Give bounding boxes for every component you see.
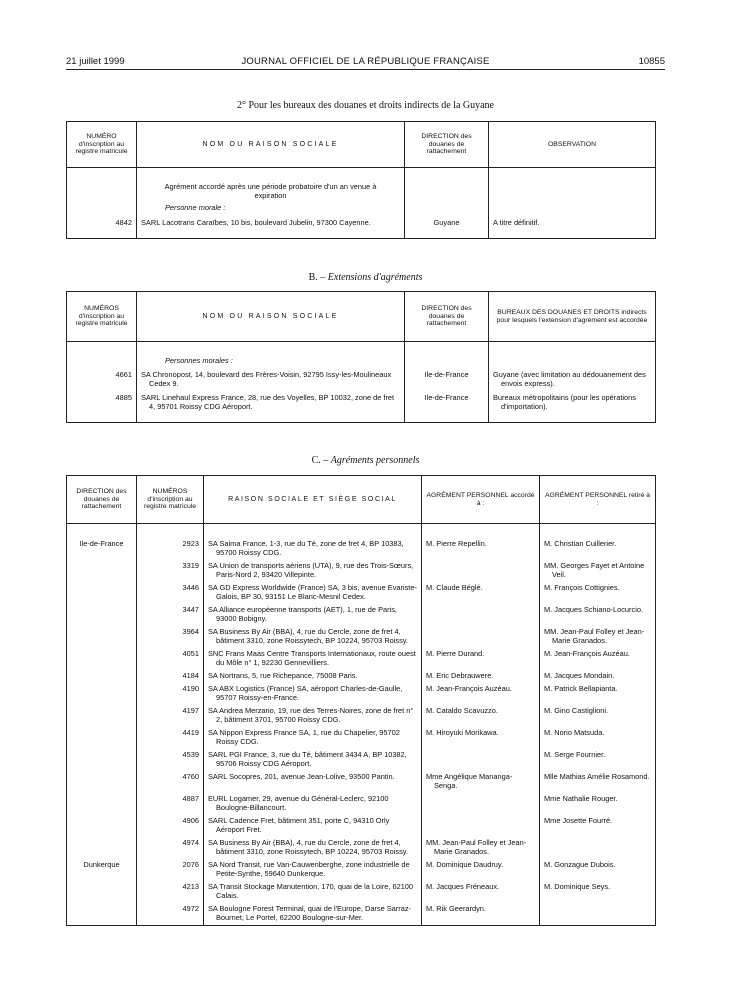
retire-cell: M. Gonzague Dubois. — [540, 859, 656, 881]
table-row — [67, 727, 656, 749]
col-header-nom: NOM OU RAISON SOCIALE — [137, 292, 405, 342]
numero-cell: 4051 — [137, 648, 204, 670]
col-header-nom: NOM OU RAISON SOCIALE — [137, 122, 405, 168]
accorde-cell — [422, 560, 540, 582]
direction-cell — [67, 560, 137, 582]
direction-cell — [67, 727, 137, 749]
table-row — [67, 749, 656, 771]
accorde-cell: M. Claude Béglé. — [422, 582, 540, 604]
bureaux-cell: Guyane (avec limitation au dédouanement des envois express). — [489, 370, 656, 393]
retire-cell: M. Patrick Bellapianta. — [540, 683, 656, 705]
direction-cell — [67, 626, 137, 648]
numero-cell: 4887 — [137, 793, 204, 815]
numero-cell: 4842 — [67, 216, 137, 238]
direction-cell: Ile-de-France — [405, 393, 489, 423]
numero-cell: 4885 — [67, 393, 137, 423]
bureaux-cell: Bureaux métropolitains (pour les opérations d'importation). — [489, 393, 656, 423]
accorde-cell: M. Cataldo Scavuzzo. — [422, 705, 540, 727]
direction-cell — [67, 903, 137, 926]
accorde-cell: M. Hiroyuki Morikawa. — [422, 727, 540, 749]
retire-cell: MM. Jean-Paul Folley et Jean-Marie Granados. — [540, 626, 656, 648]
retire-cell: M. François Cottignies. — [540, 582, 656, 604]
retire-cell: Mlle Mathias Amélie Rosamond. — [540, 771, 656, 793]
direction-cell: Guyane — [405, 216, 489, 238]
raison-cell: SA Transit Stockage Manutention, 170, quai de la Loire, 62100 Calais. — [204, 881, 422, 903]
retire-cell: MM. Georges Fayet et Antoine Veil. — [540, 560, 656, 582]
direction-cell — [67, 881, 137, 903]
table-row — [67, 815, 656, 837]
table-row — [67, 604, 656, 626]
running-header — [66, 56, 665, 70]
raison-cell: EURL Logamer, 29, avenue du Général-Leclerc, 92100 Boulogne-Billancourt. — [204, 793, 422, 815]
table-row — [67, 393, 656, 423]
raison-cell: SA Saima France, 1-3, rue du Té, zone de fret 4, BP 10383, 95700 Roissy CDG. — [204, 538, 422, 560]
table-row — [67, 683, 656, 705]
header-rule — [66, 69, 665, 70]
numero-cell: 3447 — [137, 604, 204, 626]
retire-cell — [540, 903, 656, 926]
accorde-cell: M. Jacques Fréneaux. — [422, 881, 540, 903]
retire-cell: M. Jacques Mondain. — [540, 670, 656, 683]
subheading: Personnes morales : — [137, 342, 405, 370]
header-date: 21 juillet 1999 — [66, 56, 125, 67]
raison-cell: SA Boulogne Forest Terminal, quai de l'Europe, Darse Sarraz-Bournet, Le Portel, 62200 Boulogne-sur-Mer. — [204, 903, 422, 926]
direction-cell: Ile-de-France — [405, 370, 489, 393]
section-title-agrements: C. – Agréments personnels — [311, 455, 420, 466]
subheading: Personne morale : — [137, 200, 405, 216]
guyane-table — [66, 121, 656, 239]
intro-text: Agrément accordé après une période probatoire d'un an venue à expiration — [137, 168, 405, 201]
page-number: 10855 — [638, 56, 665, 67]
direction-cell — [67, 648, 137, 670]
direction-cell — [67, 793, 137, 815]
numero-cell: 4974 — [137, 837, 204, 859]
retire-cell: M. Gino Castiglioni. — [540, 705, 656, 727]
direction-cell — [67, 815, 137, 837]
table-row — [67, 538, 656, 560]
raison-cell: SARL Cadence Fret, bâtiment 351, porte C, 94310 Orly Aéroport Fret. — [204, 815, 422, 837]
table-row — [67, 705, 656, 727]
table-row — [67, 626, 656, 648]
table-row — [67, 771, 656, 793]
numero-cell: 4906 — [137, 815, 204, 837]
table-row — [67, 903, 656, 926]
raison-cell: SARL Socopres, 201, avenue Jean-Lolive, 93500 Pantin. — [204, 771, 422, 793]
accorde-cell: M. Pierre Durand. — [422, 648, 540, 670]
raison-cell: SA ABX Logistics (France) SA, aéroport Charles-de-Gaulle, 95707 Roissy-en-France. — [204, 683, 422, 705]
raison-cell: SA Alliance européenne transports (AET), 1, rue de Paris, 93000 Bobigny. — [204, 604, 422, 626]
table-row — [67, 216, 656, 238]
retire-cell: M. Dominique Seys. — [540, 881, 656, 903]
table-row — [67, 370, 656, 393]
col-header-numeros: NUMÉROS d'inscription au registre matricule — [137, 476, 204, 524]
col-header-accorde: AGRÉMENT PERSONNEL accordé à : — [422, 476, 540, 524]
raison-cell: SA Nortrans, 5, rue Richepance, 75008 Paris. — [204, 670, 422, 683]
raison-cell: SA Nord Transit, rue Van-Cauwenberghe, zone industrielle de Petite-Synthe, 59640 Dunkerque. — [204, 859, 422, 881]
accorde-cell: M. Eric Debrauwere. — [422, 670, 540, 683]
agrements-table — [66, 475, 656, 926]
numero-cell: 4213 — [137, 881, 204, 903]
table-row — [67, 648, 656, 670]
col-header-numero: NUMÉRO d'inscription au registre matricule — [67, 122, 137, 168]
direction-cell — [67, 837, 137, 859]
accorde-cell — [422, 793, 540, 815]
retire-cell: M. Norio Matsuda. — [540, 727, 656, 749]
numero-cell: 4190 — [137, 683, 204, 705]
col-header-direction: DIRECTION des douanes de rattachement — [405, 122, 489, 168]
retire-cell: Mme Josette Fourré. — [540, 815, 656, 837]
col-header-raison: RAISON SOCIALE ET SIÈGE SOCIAL — [204, 476, 422, 524]
col-header-numeros: NUMÉROS d'inscription au registre matricule — [67, 292, 137, 342]
accorde-cell — [422, 749, 540, 771]
direction-cell — [67, 604, 137, 626]
numero-cell: 4539 — [137, 749, 204, 771]
numero-cell: 4661 — [67, 370, 137, 393]
raison-cell: SA Union de transports aériens (UTA), 9, rue des Trois-Sœurs, Paris-Nord 2, 93420 Villepinte. — [204, 560, 422, 582]
numero-cell: 2076 — [137, 859, 204, 881]
observation-cell: A titre définitif. — [489, 216, 656, 238]
table-row — [67, 582, 656, 604]
table-row — [67, 793, 656, 815]
table-row — [67, 837, 656, 859]
col-header-retire: AGRÉMENT PERSONNEL retiré à : — [540, 476, 656, 524]
accorde-cell — [422, 815, 540, 837]
accorde-cell — [422, 626, 540, 648]
nom-cell: SARL Linehaul Express France, 28, rue des Voyelles, BP 10032, zone de fret 4, 95701 Roissy CDG Aéroport. — [137, 393, 405, 423]
direction-cell — [67, 582, 137, 604]
retire-cell: M. Jacques Schiano-Locurcio. — [540, 604, 656, 626]
direction-cell — [67, 771, 137, 793]
section-title-guyane: 2° Pour les bureaux des douanes et droits indirects de la Guyane — [237, 100, 494, 111]
direction-cell — [67, 705, 137, 727]
numero-cell: 4197 — [137, 705, 204, 727]
table-row — [67, 859, 656, 881]
numero-cell: 3446 — [137, 582, 204, 604]
accorde-cell: M. Pierre Repellin. — [422, 538, 540, 560]
col-header-bureaux: BUREAUX DES DOUANES ET DROITS indirects pour lesquels l'extension d'agrément est accordée — [489, 292, 656, 342]
numero-cell: 3319 — [137, 560, 204, 582]
raison-cell: SNC Frans Maas Centre Transports Internationaux, route ouest du Môle n° 1, 92230 Gennevilliers. — [204, 648, 422, 670]
retire-cell: M. Serge Fournier. — [540, 749, 656, 771]
accorde-cell — [422, 604, 540, 626]
numero-cell: 4184 — [137, 670, 204, 683]
direction-cell — [67, 683, 137, 705]
direction-cell: Dunkerque — [67, 859, 137, 881]
retire-cell: Mme Nathalie Rouger. — [540, 793, 656, 815]
accorde-cell: M. Jean-François Auzéau. — [422, 683, 540, 705]
raison-cell: SARL PGI France, 3, rue du Té, bâtiment 3434 A, BP 10382, 95706 Roissy CDG Aéroport. — [204, 749, 422, 771]
accorde-cell: M. Dominique Daudruy. — [422, 859, 540, 881]
accorde-cell: Mme Angélique Mananga-Senga. — [422, 771, 540, 793]
retire-cell: M. Christian Cuillerier. — [540, 538, 656, 560]
col-header-direction: DIRECTION des douanes de rattachement — [405, 292, 489, 342]
accorde-cell: MM. Jean-Paul Folley et Jean-Marie Granados. — [422, 837, 540, 859]
nom-cell: SARL Lacotrans Caraïbes, 10 bis, boulevard Jubelin, 97300 Cayenne. — [137, 216, 405, 238]
table-row — [67, 670, 656, 683]
raison-cell: SA Business By Air (BBA), 4, rue du Cercle, zone de fret 4, bâtiment 3310, zone Roissytech, BP 10224, 95703 Roissy. — [204, 626, 422, 648]
col-header-observation: OBSERVATION — [489, 122, 656, 168]
col-header-direction: DIRECTION des douanes de rattachement — [67, 476, 137, 524]
direction-cell: Ile-de-France — [67, 538, 137, 560]
nom-cell: SA Chronopost, 14, boulevard des Frères-Voisin, 92795 Issy-les-Moulineaux Cedex 9. — [137, 370, 405, 393]
retire-cell — [540, 837, 656, 859]
raison-cell: SA Nippon Express France SA, 1, rue du Chapelier, 95702 Roissy CDG. — [204, 727, 422, 749]
direction-cell — [67, 670, 137, 683]
direction-cell — [67, 749, 137, 771]
table-row — [67, 560, 656, 582]
accorde-cell: M. Rik Geerardyn. — [422, 903, 540, 926]
raison-cell: SA GD Express Worldwide (France) SA, 3 bis, avenue Evariste-Galois, BP 30, 93151 Le Blanc-Mesnil Cedex. — [204, 582, 422, 604]
numero-cell: 4760 — [137, 771, 204, 793]
raison-cell: SA Business By Air (BBA), 4, rue du Cercle, zone de fret 4, bâtiment 3310, zone Roissytech, BP 10224, 95703 Roissy. — [204, 837, 422, 859]
table-row — [67, 881, 656, 903]
raison-cell: SA Andrea Merzario, 19, rue des Terres-Noires, zone de fret n° 2, bâtiment 3701, 95700 Roissy CDG. — [204, 705, 422, 727]
numero-cell: 4972 — [137, 903, 204, 926]
numero-cell: 3964 — [137, 626, 204, 648]
extensions-table — [66, 291, 656, 423]
journal-title: JOURNAL OFFICIEL DE LA RÉPUBLIQUE FRANÇAISE — [241, 56, 490, 67]
numero-cell: 4419 — [137, 727, 204, 749]
retire-cell: M. Jean-François Auzéau. — [540, 648, 656, 670]
numero-cell: 2923 — [137, 538, 204, 560]
agrements-rows — [67, 538, 656, 926]
section-title-extensions: B. – Extensions d'agréments — [308, 272, 423, 283]
